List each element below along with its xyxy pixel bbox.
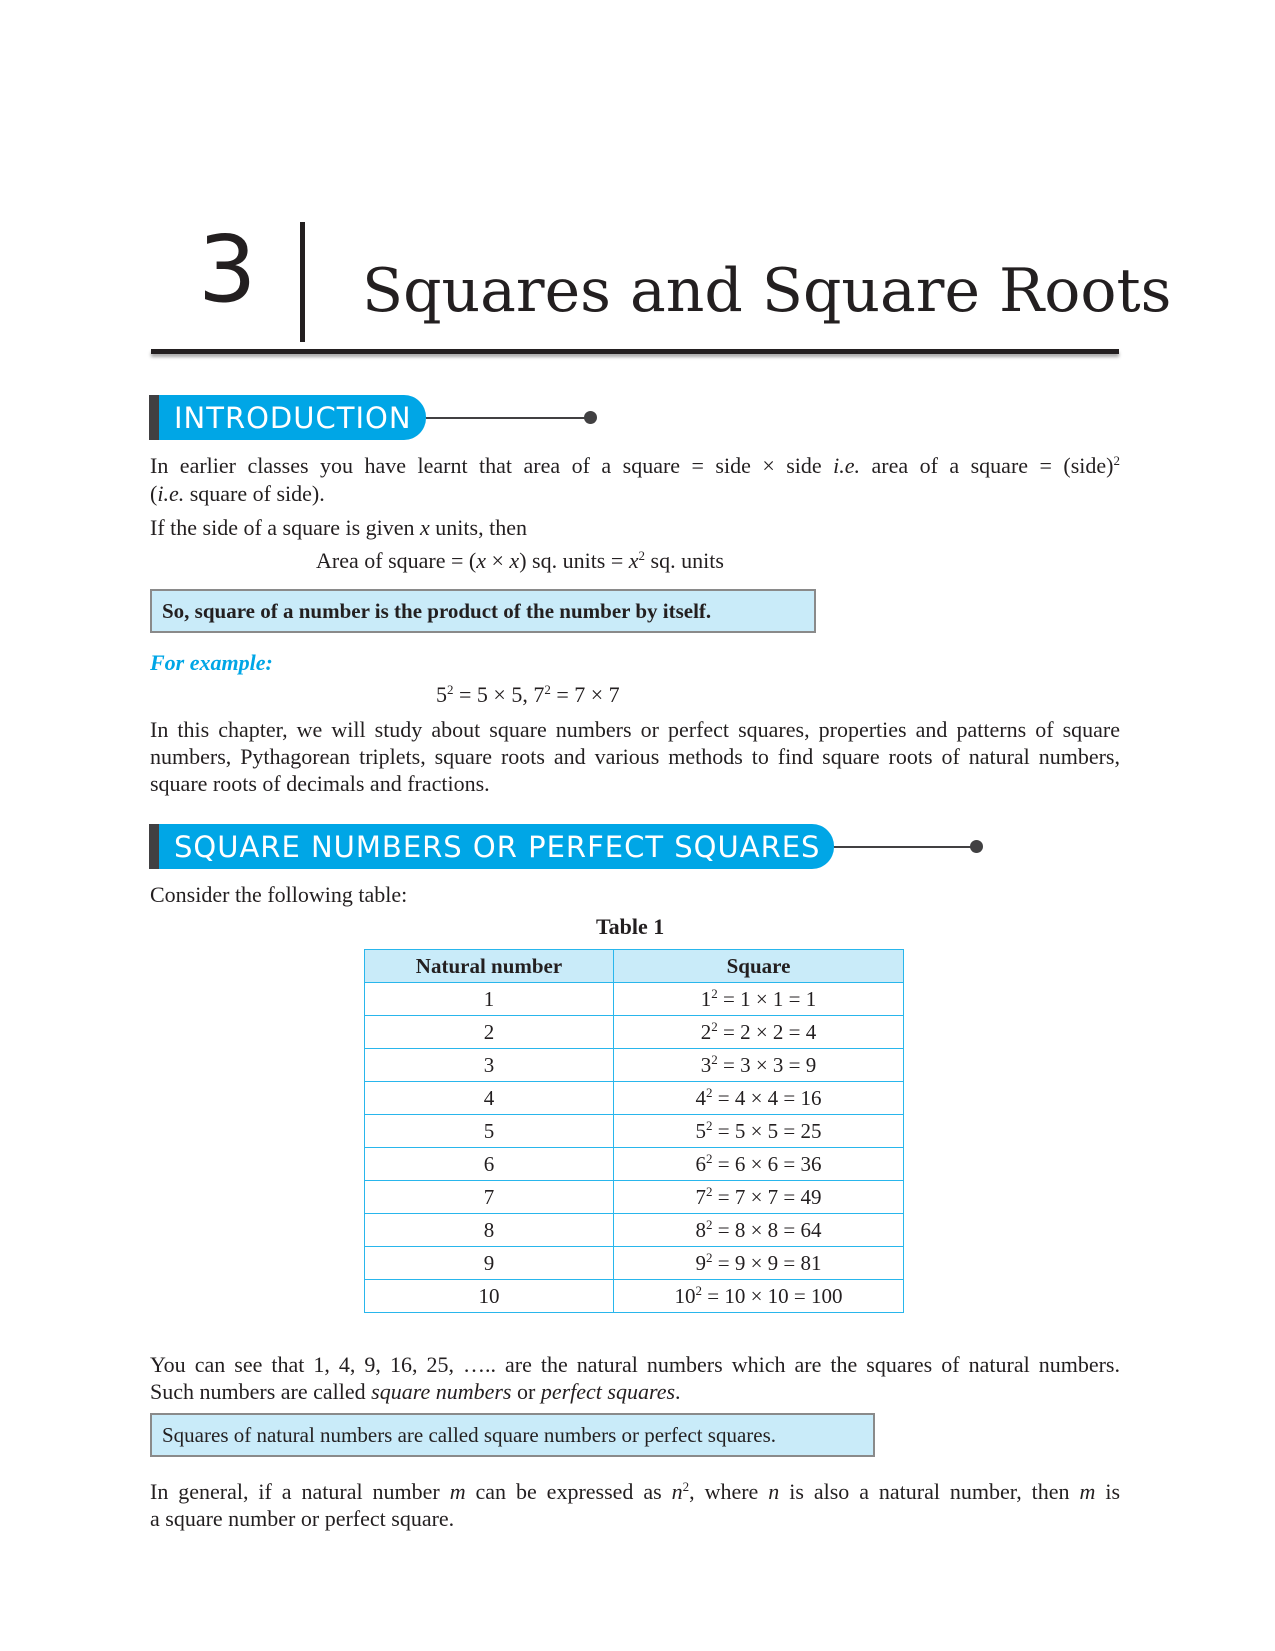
section-heading-introduction — [149, 395, 597, 440]
natural-number-cell: 2 — [365, 1016, 614, 1049]
area-formula: Area of square = (x × x) sq. units = $x^2$ sq. units — [316, 548, 724, 573]
example-label: For example: — [150, 650, 273, 675]
natural-number-cell: 3 — [365, 1049, 614, 1082]
square-cell: $10^2 = 10 \times 10 = 100$ — [614, 1280, 904, 1313]
perfect-squares-note: Squares of natural numbers are called square numbers or perfect squares. — [150, 1413, 875, 1457]
heading-label: INTRODUCTION — [159, 395, 426, 440]
squares-table — [364, 949, 904, 1313]
chapter-overview-line1: In this chapter, we will study about square numbers or perfect squares, properties and patterns of square — [150, 717, 1120, 742]
heading-label: SQUARE NUMBERS OR PERFECT SQUARES — [159, 824, 834, 869]
square-cell: $7^2 = 7 \times 7 = 49$ — [614, 1181, 904, 1214]
heading-dot — [970, 840, 983, 853]
heading-line — [426, 417, 586, 419]
square-cell: $3^2 = 3 \times 3 = 9$ — [614, 1049, 904, 1082]
square-cell: $8^2 = 8 \times 8 = 64$ — [614, 1214, 904, 1247]
table-row — [365, 1082, 904, 1115]
header-natural-number: Natural number — [365, 950, 614, 983]
section-heading-square-numbers — [149, 824, 983, 869]
heading-line — [834, 846, 972, 848]
square-cell: $5^2 = 5 \times 5 = 25$ — [614, 1115, 904, 1148]
intro-paragraph-line1: In earlier classes you have learnt that area of a square = side × side i.e. area of a square = (side)$^2$ — [150, 453, 1120, 478]
table-row — [365, 1247, 904, 1280]
table-row — [365, 1280, 904, 1313]
natural-number-cell: 8 — [365, 1214, 614, 1247]
side-paragraph: If the side of a square is given x units, then — [150, 515, 527, 540]
natural-number-cell: 1 — [365, 983, 614, 1016]
table-row — [365, 983, 904, 1016]
table-row — [365, 1181, 904, 1214]
table-header-row — [365, 950, 904, 983]
square-numbers-paragraph-line1: You can see that 1, 4, 9, 16, 25, ….. are the natural numbers which are the squares of natural numbers. — [150, 1352, 1120, 1377]
table-caption: Table 1 — [596, 914, 665, 939]
chapter-overview-line3: square roots of decimals and fractions. — [150, 771, 490, 796]
table-row — [365, 1115, 904, 1148]
natural-number-cell: 4 — [365, 1082, 614, 1115]
table-row — [365, 1214, 904, 1247]
natural-number-cell: 6 — [365, 1148, 614, 1181]
chapter-divider — [300, 222, 305, 342]
heading-accent-bar — [149, 824, 159, 869]
natural-number-cell: 5 — [365, 1115, 614, 1148]
general-paragraph-line2: a square number or perfect square. — [150, 1506, 455, 1531]
chapter-title: Squares and Square Roots — [362, 256, 1172, 326]
definition-note: So, square of a number is the product of the number by itself. — [150, 589, 816, 633]
square-cell: $1^2 = 1 \times 1 = 1$ — [614, 983, 904, 1016]
chapter-number: 3 — [198, 216, 257, 323]
heading-dot — [584, 411, 597, 424]
table-row — [365, 1049, 904, 1082]
header-square: Square — [614, 950, 904, 983]
example-formula: $5^2 = 5 \times 5$, $7^2 = 7 \times 7$ — [436, 682, 620, 707]
table-row — [365, 1016, 904, 1049]
table-row — [365, 1148, 904, 1181]
natural-number-cell: 9 — [365, 1247, 614, 1280]
heading-accent-bar — [149, 395, 159, 440]
chapter-overview-line2: numbers, Pythagorean triplets, square roots and various methods to find square roots of natural numbers, — [150, 744, 1120, 769]
general-paragraph-line1: In general, if a natural number m can be expressed as $n^2$, where n is also a natural number, then m is — [150, 1479, 1120, 1504]
chapter-rule — [151, 349, 1119, 354]
square-cell: $6^2 = 6 \times 6 = 36$ — [614, 1148, 904, 1181]
natural-number-cell: 10 — [365, 1280, 614, 1313]
square-cell: $4^2 = 4 \times 4 = 16$ — [614, 1082, 904, 1115]
table-intro: Consider the following table: — [150, 882, 408, 907]
natural-number-cell: 7 — [365, 1181, 614, 1214]
intro-paragraph-line2: (i.e. square of side). — [150, 481, 325, 506]
square-cell: $9^2 = 9 \times 9 = 81$ — [614, 1247, 904, 1280]
square-numbers-paragraph-line2: Such numbers are called square numbers or perfect squares. — [150, 1379, 681, 1404]
square-cell: $2^2 = 2 \times 2 = 4$ — [614, 1016, 904, 1049]
